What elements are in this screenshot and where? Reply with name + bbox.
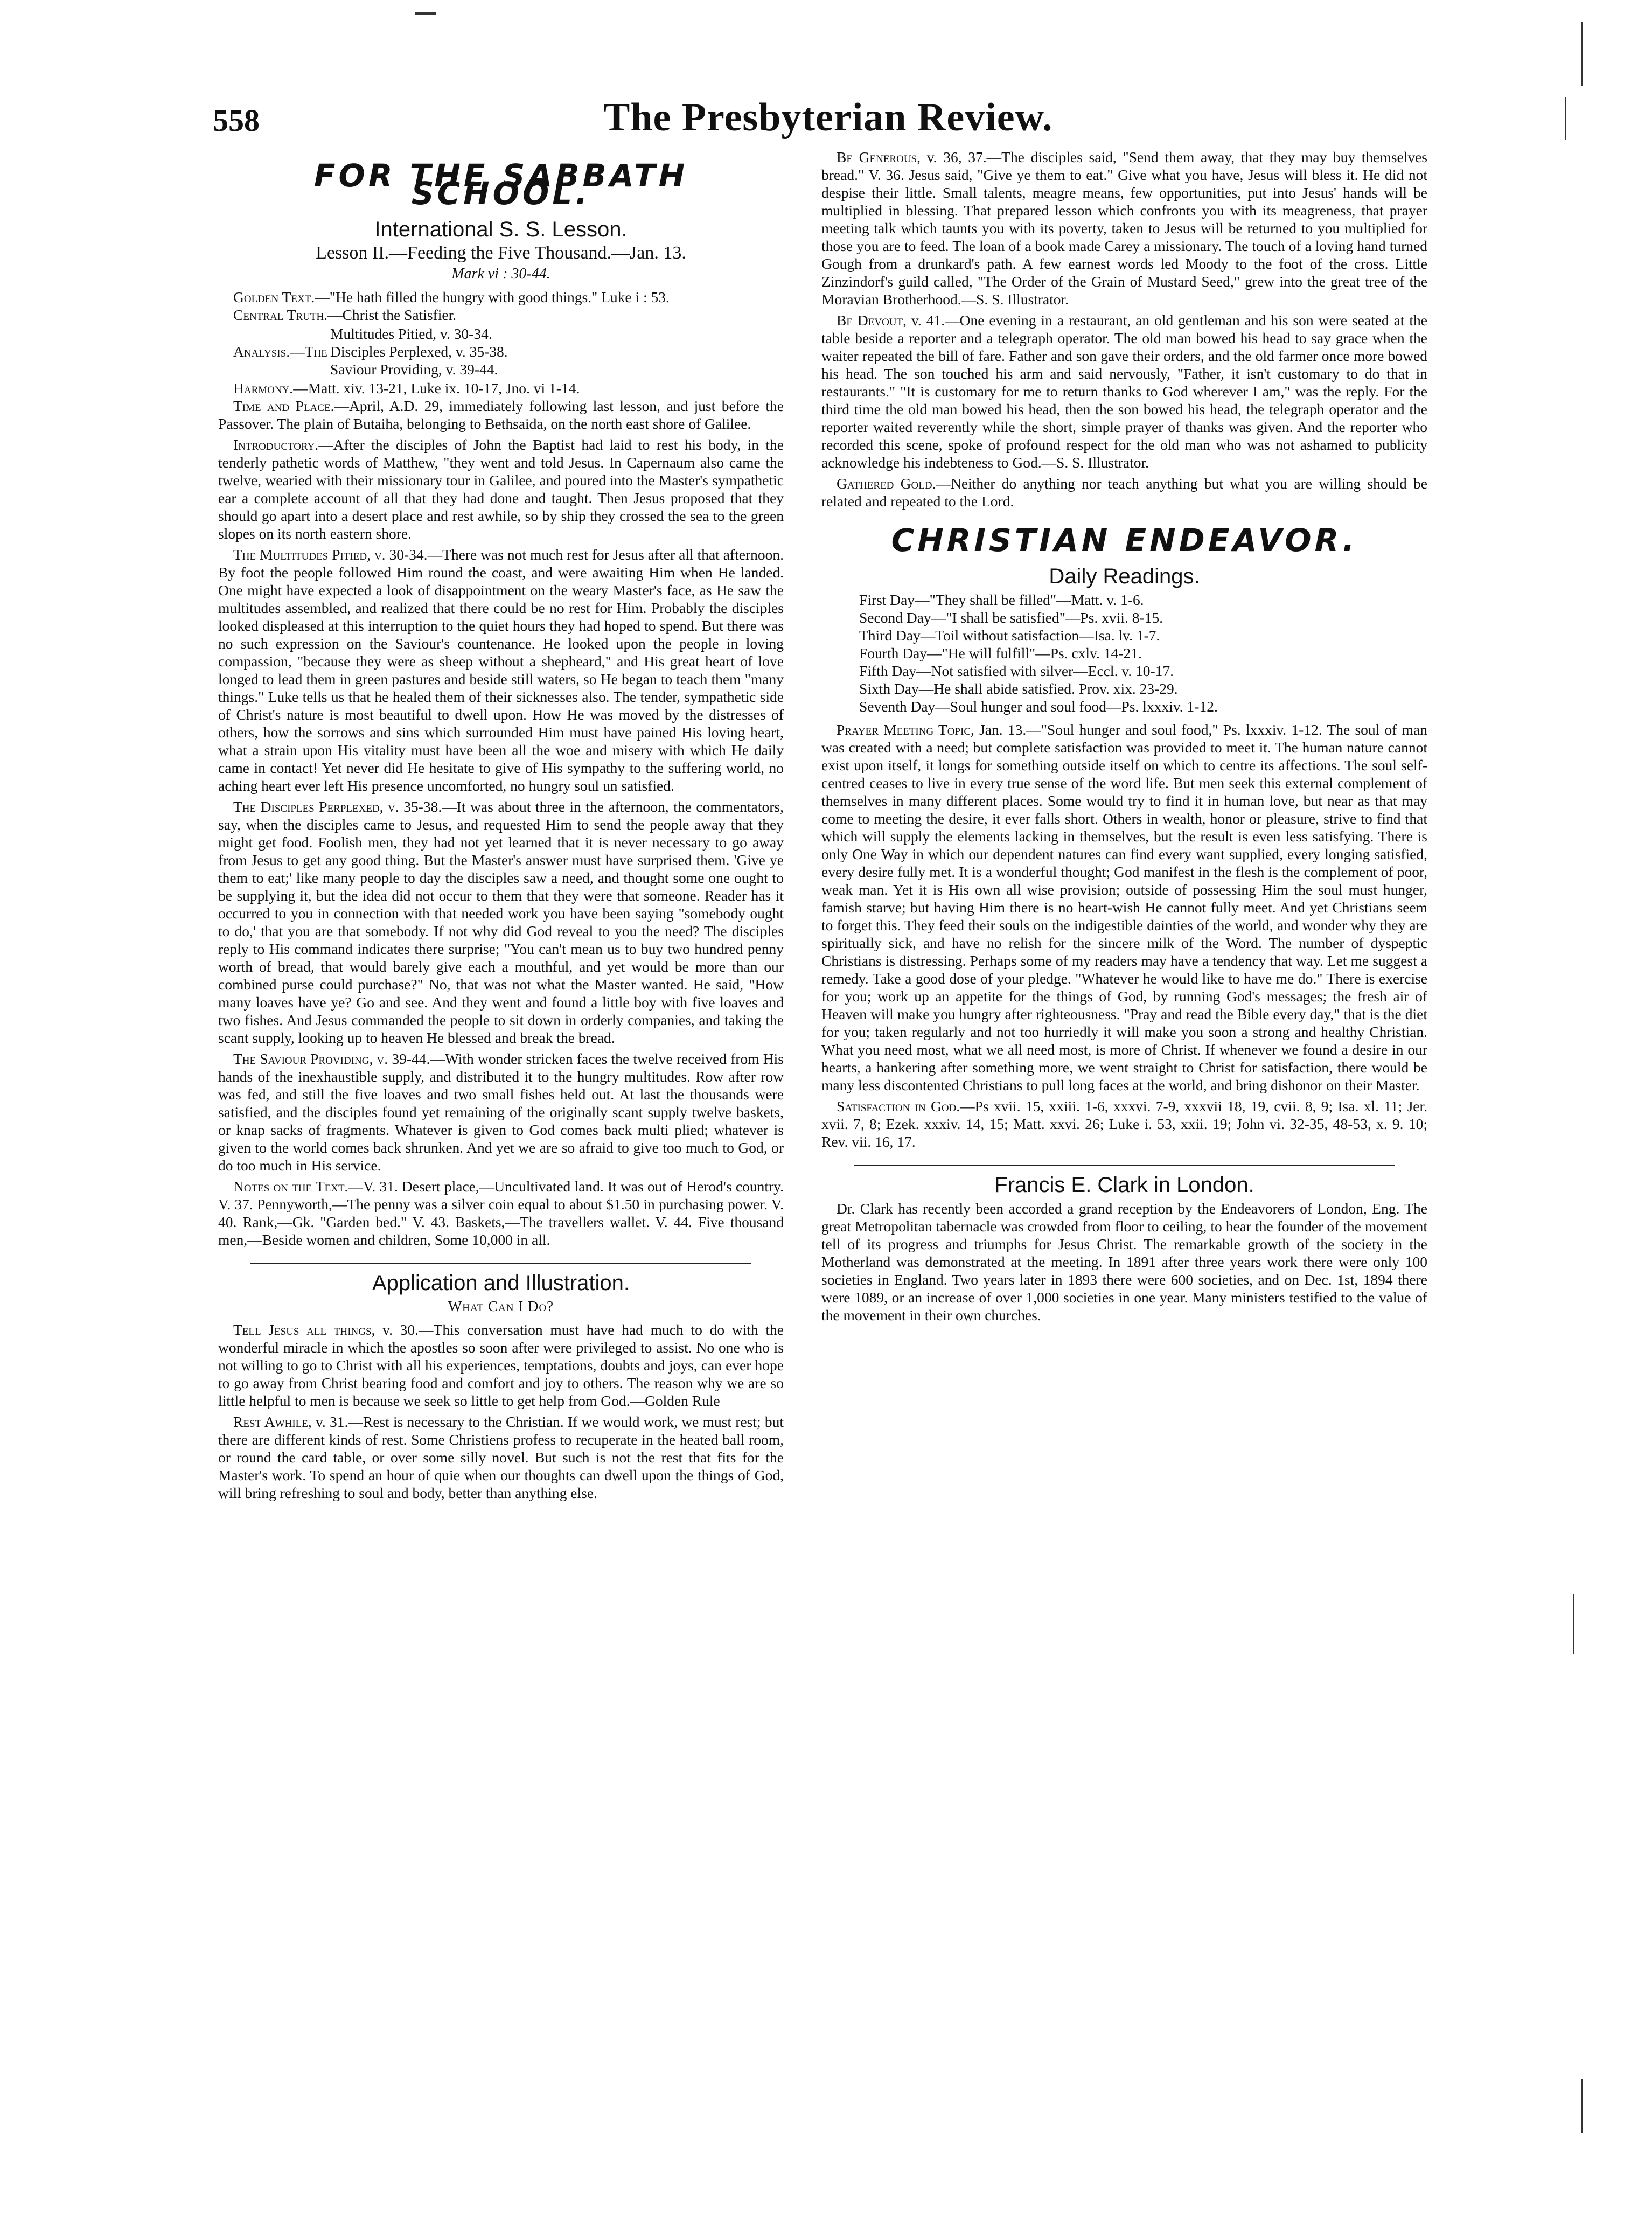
scan-speck [415,12,436,15]
right-column [821,148,1427,1327]
golden-text: Golden Text.—"He hath filled the hungry with good things." Luke i : 53. [233,289,670,305]
gathered-gold: Gathered Gold.—Neither do anything nor teach anything but what you are willing should be related and repeated to the Lord. [821,475,1427,510]
section-divider [250,1263,751,1264]
rest-awhile: Rest Awhile, v. 31.—Rest is necessary to the Christian. If we would work, we must rest; but there are different kinds of rest. Some Christiens profess to recuperate in the heated ball room, or round the card table, or over some silly novel. But such is not the rest that fits for the Master's work. To spend an hour of quie when our thoughts can dwell upon the things of God, will bring refreshing to soul and body, better than anything else. [218,1413,784,1501]
clark-heading: Francis E. Clark in London. [994,1173,1254,1197]
list-item: Sixth Day—He shall abide satisfied. Prov. xix. 23-29. [859,680,1178,697]
analysis-block [218,325,784,378]
central-truth: Central Truth.—Christ the Satisfier. [233,306,457,323]
analysis-row: Multitudes Pitied, v. 30-34. [330,325,492,342]
application-heading: Application and Illustration. [372,1271,630,1295]
disciples-perplexed: The Disciples Perplexed, v. 35-38.—It was about three in the afternoon, the commentators, say, when the disciples came to Jesus, and requested Him to send the people away that they might get food. Foolish men, they had not yet learned that it is never necessary to go away from Jesus to get any good thing. But the Master's answer must have surprised them. 'Give ye them to eat;' like many people to day the disciples saw a need, and thought some one ought to be supplying it, but the idea did not occur to them that they were that someone. Reader has it occurred to you in connection with that needed work you have been saying "somebody ought to do,' that you are that somebody. If not why did God reveal to you the need? The disciples reply to His command indicates there surprise; "You can't mean us to buy two hundred penny worth of bread, that would barely give each a mouthful, and yet would be more than our combined purse could purchase?" No, that was not what the Master wanted. He said, "How many loaves have ye? Go and see. And they went and found a little boy with five loaves and two fishes. And Jesus commanded the people to sit down in orderly companies, and taking the scant supply, looking up to heaven He blessed and break the bread. [218,798,784,1046]
list-item: Fourth Day—"He will fulfill"—Ps. cxlv. 14-21. [859,645,1142,661]
time-and-place: Time and Place.—April, A.D. 29, immediately following last lesson, and just before the Passover. The plain of Butaiha, belonging to Bethsaida, on the north east shore of Galilee. [218,398,784,432]
section-divider [854,1165,1395,1166]
lesson-reference: Mark vi : 30-44. [451,266,550,282]
sabbath-school-heading: FOR THE SABBATH SCHOOL. [313,157,688,212]
scan-edge-mark [1581,22,1583,86]
list-item: Third Day—Toil without satisfaction—Isa. lv. 1-7. [859,627,1160,644]
list-item: Fifth Day—Not satisfied with silver—Eccl. v. 10-17. [859,663,1174,679]
lesson-subheading: International S. S. Lesson. [374,218,628,241]
page-number: 558 [213,103,260,138]
tell-jesus: Tell Jesus all things, v. 30.—This conversation must have had much to do with the wonderful miracle in which the apostles so soon after were privileged to assist. No one who is not willing to go to Christ with all his experiences, temptations, doubts and joys, can ever hope to go away from Christ bearing food and comfort and joy to others. The reason why we are so little helpful to men is because we seek so little to get help from God.—Golden Rule [218,1321,784,1409]
be-generous: Be Generous, v. 36, 37.—The disciples said, "Send them away, that they may buy themselves bread." V. 36. Jesus said, "Give ye them to eat." Give what you have, Jesus will bless it. He did not despise their little. Small talents, meagre means, few opportunities, put into Jesus' hands will be multiplied in blessing. That prepared lesson which confronts you with its meagreness, that prayer meeting talk which taunts you with its poverty, taken to Jesus will be returned to you multiplied for those you are to feed. The loan of a book made Carey a missionary. The touch of a loving hand turned Gough from a drunkard's path. A few earnest words led Moody to the foot of the cross. Little Zinzindorf's guild called, "The Order of the Grain of Mustard Seed," grew into the great tree of the Moravian Brotherhood.—S. S. Illustrator. [821,149,1427,308]
christian-endeavor-heading: CHRISTIAN ENDEAVOR. [891,522,1358,559]
daily-readings-heading: Daily Readings. [1049,565,1200,588]
lesson-title: Lesson II.—Feeding the Five Thousand.—Jan. 13. [316,243,686,263]
prayer-meeting-topic: Prayer Meeting Topic, Jan. 13.—"Soul hunger and soul food," Ps. lxxxiv. 1-12. The soul of man was created with a need; but complete satisfaction was provided to meet it. The human nature cannot exist upon itself, it longs for something outside itself on which to centre its affections. The soul self-centred ceases to live in every true sense of the word life. But men seek this external complement of themselves in many different places. Some would try to find it in human love, but near as that may come to meeting the desire, it ever falls short. Others in wealth, honor or pleasure, strive to find that which will supply the elements lacking in themselves, but the result is even less satisfying. There is only One Way in which our dependent natures can find every want supplied, every longing satisfied, every desire fully met. It is a wonderful thought; God manifest in the flesh is the complement of poor, weak man. Yet it is His own all wise provision; outside of possessing Him the soul must hunger, famish starve; but having Him there is no heart-wish He cannot fully meet. And yet Christians seem to forget this. They feed their souls on the indigestible dainties of the world, and wonder why they are spiritually sick, and have no relish for the sincere milk of the Word. The number of dyspeptic Christians is distressing. Perhaps some of my readers may have a tendency that way. Let me suggest a remedy. Take a good dose of your pledge. "Whatever he would like to have me do." There is exercise for you; work up an appetite for the things of God, by running God's messages; the fresh air of Heaven will make you hungry after righteousness. "Pray and read the Bible every day," that is the diet for you; taken regularly and not too hurriedly it will make you soon a strong and healthy Christian. What you need most, what we all need most, is more of Christ. If whenever we found a desire in our hearts, a hankering after something more, we went straight to Christ for satisfaction, there would be many less discontented Christians to pull long faces at the world, and bring dishonor on their Master. [821,721,1427,1093]
analysis-row: Saviour Providing, v. 39-44. [330,361,498,378]
daily-readings-list [821,591,1427,715]
scan-edge-mark [1565,97,1566,140]
introductory: Introductory.—After the disciples of John the Baptist had laid to rest his body, in the tenderly pathetic words of Matthew, "they went and told Jesus. In Capernaum also came the twelve, wearied with their missionary tour in Galilee, and poured into the Master's sympathetic ear a complete account of all that they had done and taught. Then Jesus proposed that they should go apart into a desert place and rest awhile, so by ship they crossed the sea to the green slopes on its north eastern shore. [218,436,784,542]
analysis-label: Analysis.—The [233,343,327,360]
list-item: Second Day—"I shall be satisfied"—Ps. xvii. 8-15. [859,609,1163,626]
list-item: First Day—"They shall be filled"—Matt. v. 1-6. [859,591,1144,608]
application-subheading: What Can I Do? [448,1298,554,1314]
list-item: Seventh Day—Soul hunger and soul food—Ps. lxxxiv. 1-12. [859,698,1218,715]
publication-title: The Presbyterian Review. [603,95,1053,140]
left-column [218,157,784,1505]
satisfaction-in-god: Satisfaction in God.—Ps xvii. 15, xxiii. 1-6, xxxvi. 7-9, xxxvii 18, 19, cvii. 8, 9; Isa. xl. 11; Jer. xvii. 7, 8; Ezek. xxxiv. 14, 15; Matt. xxvi. 26; Luke i. 53, xxii. 19; John vi. 32-35, 48-53, x. 9. 10; Rev. vii. 16, 17. [821,1098,1428,1150]
saviour-providing: The Saviour Providing, v. 39-44.—With wonder stricken faces the twelve received from His hands of the inexhaustible supply, and distributed it to the hungry multitudes. Row after row was fed, and still the five loaves and two small fishes held out. At last the thousands were satisfied, and the disciples found yet remaining of the originally scant supply twelve baskets, or knap sacks of fragments. Whatever is given to God comes back multi plied; whatever is given to the world comes back shrunken. And yet we are so afraid to give too much to God, or do too much in His service. [218,1050,784,1174]
scan-edge-mark [1581,2079,1583,2133]
scan-edge-mark [1573,1594,1574,1654]
harmony: Harmony.—Matt. xiv. 13-21, Luke ix. 10-17, Jno. vi 1-14. [233,380,580,396]
notes-on-text: Notes on the Text.—V. 31. Desert place,—Uncultivated land. It was out of Herod's country. V. 37. Pennyworth,—The penny was a silver coin equal to about $1.50 in purchasing power. V. 40. Rank,—Gk. "Garden bed." V. 43. Baskets,—The travellers wallet. V. 44. Five thousand men,—Beside women and children, Some 10,000 in all. [218,1178,784,1248]
multitudes-pitied: The Multitudes Pitied, v. 30-34.—There was not much rest for Jesus after all that afternoon. By foot the people followed Him round the coast, and were awaiting Him when He landed. One might have expected a look of disappointment on the weary Master's face, as He saw the multitudes assembled, and realized that there could be no rest for Him. Probably the disciples looked displeased at this interruption to the quiet hours they had hoped to spend. But there was no such expression on the Saviour's countenance. He looked upon the people in loving compassion, "because they were as sheep without a shepheard," and His great heart of love longed to lead them in green pastures and beside still waters, so He began to teach them "many things." Luke tells us that he healed them of their sicknesses also. The tender, sympathetic side of Christ's nature is most beautiful to dwell upon. How He was moved by the distresses of others, how the sorrows and sins which surrounded Him must have pained His loving heart, what a strain upon His vitality must have been all the woe and misery with which He daily came in contact! Yet never did He hesitate to give of His sympathy to the suffering world, no aching heart ever left His presence uncomforted, no hungry soul un satisfied. [218,546,784,794]
clark-article: Dr. Clark has recently been accorded a grand reception by the Endeavorers of London, Eng. The great Metropolitan tabernacle was crowded from floor to ceiling, to hear the founder of the movement tell of its progress and triumphs for Jesus Christ. The remarkable growth of the society in the Motherland was demonstrated at the meeting. In 1891 after three years work there were only 100 societies in England. Two years later in 1893 there were 600 societies, and on Dec. 1st, 1894 there were 1089, or an increase of over 1,000 societies in one year. Many ministers testified to the value of the movement in their own churches. [821,1200,1427,1323]
analysis-row: Disciples Perplexed, v. 35-38. [330,343,508,360]
be-devout: Be Devout, v. 41.—One evening in a restaurant, an old gentleman and his son were seated at the table beside a reporter and a telegraph operator. The old man bowed his head to say grace when the waiter repeated the bill of fare. Father and son gave their orders, and the old farmer once more bowed his head. The son touched his arm and said nervously, "Father, it isn't customary to do that in restaurants." "It is customary for me to return thanks to God wherever I am," was the reply. For the third time the old man bowed his head, then the son bowed his head, the telegraph operator and the reporter waited reverently while the short, simple prayer of thanks was given. And the reporter who recorded this scene, spoke of profound respect for the old man who was not ashamed to publicity acknowledge his indebteness to God.—S. S. Illustrator. [821,312,1427,471]
